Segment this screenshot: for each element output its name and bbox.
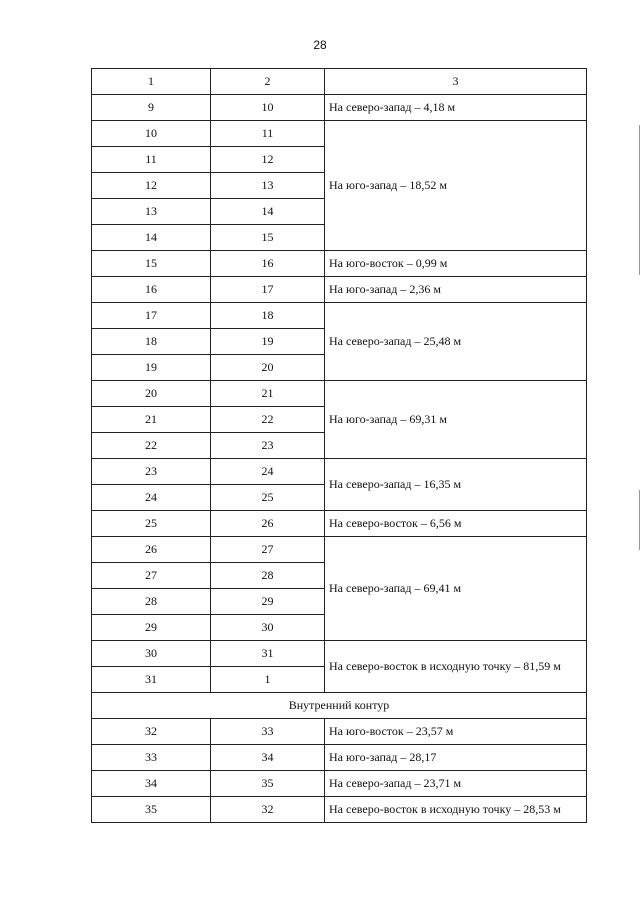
point-from: 17 — [92, 303, 211, 329]
table-row — [92, 797, 587, 823]
point-to: 18 — [211, 303, 325, 329]
point-to: 23 — [211, 433, 325, 459]
table-row — [92, 95, 587, 121]
point-to: 1 — [211, 667, 325, 693]
column-header-2: 2 — [211, 69, 325, 95]
point-from: 22 — [92, 433, 211, 459]
point-from: 23 — [92, 459, 211, 485]
point-to: 11 — [211, 121, 325, 147]
point-to: 32 — [211, 797, 325, 823]
direction-distance: На юго-запад – 69,31 м — [325, 381, 587, 459]
table-row — [92, 251, 587, 277]
point-from: 15 — [92, 251, 211, 277]
point-to: 31 — [211, 641, 325, 667]
table-row — [92, 537, 587, 563]
point-from: 27 — [92, 563, 211, 589]
point-to: 28 — [211, 563, 325, 589]
point-to: 13 — [211, 173, 325, 199]
point-to: 30 — [211, 615, 325, 641]
point-from: 34 — [92, 771, 211, 797]
table-row — [92, 771, 587, 797]
table-row — [92, 381, 587, 407]
direction-distance: На юго-запад – 28,17 — [325, 745, 587, 771]
point-from: 33 — [92, 745, 211, 771]
point-from: 29 — [92, 615, 211, 641]
point-from: 14 — [92, 225, 211, 251]
table-header-row — [92, 69, 587, 95]
point-to: 15 — [211, 225, 325, 251]
point-to: 26 — [211, 511, 325, 537]
direction-distance: На северо-запад – 23,71 м — [325, 771, 587, 797]
point-from: 21 — [92, 407, 211, 433]
table-row — [92, 303, 587, 329]
table-row — [92, 459, 587, 485]
point-from: 12 — [92, 173, 211, 199]
point-to: 24 — [211, 459, 325, 485]
point-from: 18 — [92, 329, 211, 355]
table-row — [92, 511, 587, 537]
column-header-3: 3 — [325, 69, 587, 95]
boundary-table-body — [92, 69, 587, 823]
point-from: 13 — [92, 199, 211, 225]
column-header-1: 1 — [92, 69, 211, 95]
point-to: 27 — [211, 537, 325, 563]
table-row — [92, 641, 587, 667]
point-to: 21 — [211, 381, 325, 407]
point-to: 25 — [211, 485, 325, 511]
point-from: 20 — [92, 381, 211, 407]
point-to: 10 — [211, 95, 325, 121]
direction-distance: На северо-восток – 6,56 м — [325, 511, 587, 537]
point-from: 26 — [92, 537, 211, 563]
boundary-table — [91, 68, 587, 823]
point-to: 29 — [211, 589, 325, 615]
direction-distance: На юго-восток – 23,57 м — [325, 719, 587, 745]
point-to: 20 — [211, 355, 325, 381]
direction-distance: На северо-восток в исходную точку – 28,53 м — [325, 797, 587, 823]
table-row — [92, 719, 587, 745]
section-row — [92, 693, 587, 719]
point-from: 32 — [92, 719, 211, 745]
point-from: 35 — [92, 797, 211, 823]
section-title: Внутренний контур — [92, 693, 587, 719]
table-row — [92, 121, 587, 147]
point-from: 25 — [92, 511, 211, 537]
point-from: 11 — [92, 147, 211, 173]
point-to: 17 — [211, 277, 325, 303]
point-to: 35 — [211, 771, 325, 797]
point-from: 9 — [92, 95, 211, 121]
point-from: 10 — [92, 121, 211, 147]
point-to: 19 — [211, 329, 325, 355]
point-from: 31 — [92, 667, 211, 693]
table-row — [92, 745, 587, 771]
table-row — [92, 277, 587, 303]
page-number: 28 — [313, 38, 327, 52]
point-from: 30 — [92, 641, 211, 667]
point-to: 22 — [211, 407, 325, 433]
direction-distance: На северо-восток в исходную точку – 81,59 м — [325, 641, 587, 693]
direction-distance: На северо-запад – 4,18 м — [325, 95, 587, 121]
point-from: 16 — [92, 277, 211, 303]
point-to: 16 — [211, 251, 325, 277]
direction-distance: На юго-восток – 0,99 м — [325, 251, 587, 277]
point-from: 28 — [92, 589, 211, 615]
point-to: 12 — [211, 147, 325, 173]
point-to: 33 — [211, 719, 325, 745]
direction-distance: На северо-запад – 69,41 м — [325, 537, 587, 641]
point-to: 14 — [211, 199, 325, 225]
direction-distance: На юго-запад – 18,52 м — [325, 121, 587, 251]
direction-distance: На северо-запад – 16,35 м — [325, 459, 587, 511]
point-from: 19 — [92, 355, 211, 381]
point-from: 24 — [92, 485, 211, 511]
direction-distance: На юго-запад – 2,36 м — [325, 277, 587, 303]
direction-distance: На северо-запад – 25,48 м — [325, 303, 587, 381]
point-to: 34 — [211, 745, 325, 771]
